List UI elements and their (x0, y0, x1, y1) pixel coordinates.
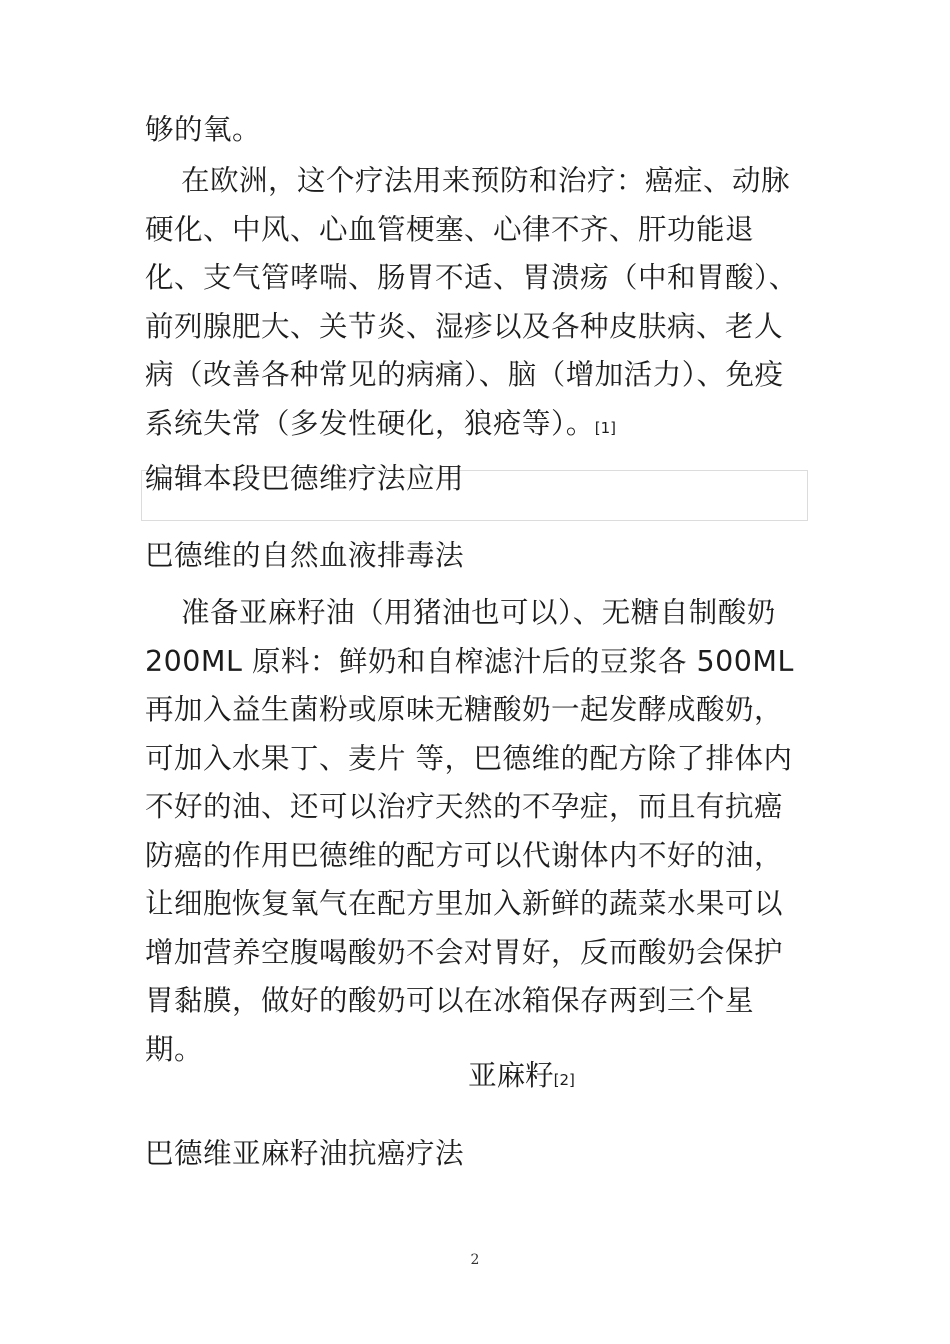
continuation-line: 够的氧。 (145, 113, 262, 146)
continuation-text (145, 106, 810, 155)
detox-paragraph-text: 准备亚麻籽油（用猪油也可以）、无糖自制酸奶 200ML 原料：鲜奶和自榨滤汁后的豆浆各 500ML 再加入益生菌粉或原味无糖酸奶一起发酵成酸奶，可加入水果丁、麦片 等，巴德维的配方除了排体内不好的油、还可以治疗天然的不孕症，而且有抗癌防癌的作用巴德维的配方可以代谢体内不好的油，让细胞恢复氧气在配方里加入新鲜的蔬菜水果可以增加营养空腹喝酸奶不会对胃好，反而酸奶会保护胃黏膜，做好的酸奶可以在冰箱保存两到三个星期。 (145, 596, 794, 1066)
edit-section-heading[interactable]: 编辑本段巴德维疗法应用 (145, 462, 465, 495)
page-number: 2 (470, 1252, 480, 1268)
reference-link-1[interactable]: [1] (594, 418, 617, 437)
europe-paragraph (145, 157, 810, 452)
caption-text: 亚麻籽 (468, 1059, 554, 1092)
europe-paragraph-text: 在欧洲，这个疗法用来预防和治疗：癌症、动脉硬化、中风、心血管梗塞、心律不齐、肝功能退化、支气管哮喘、肠胃不适、胃溃疡（中和胃酸）、前列腺肥大、关节炎、湿疹以及各种皮肤病、老人病（改善各种常见的病痛）、脑（增加活力）、免疫系统失常（多发性硬化，狼疮等）。 (145, 164, 798, 440)
figure-caption (145, 1052, 810, 1104)
flaxseed-heading: 巴德维亚麻籽油抗癌疗法 (145, 1137, 465, 1170)
detox-heading: 巴德维的自然血液排毒法 (145, 539, 465, 572)
detox-paragraph (145, 589, 810, 1074)
reference-link-2[interactable]: [2] (553, 1071, 575, 1089)
